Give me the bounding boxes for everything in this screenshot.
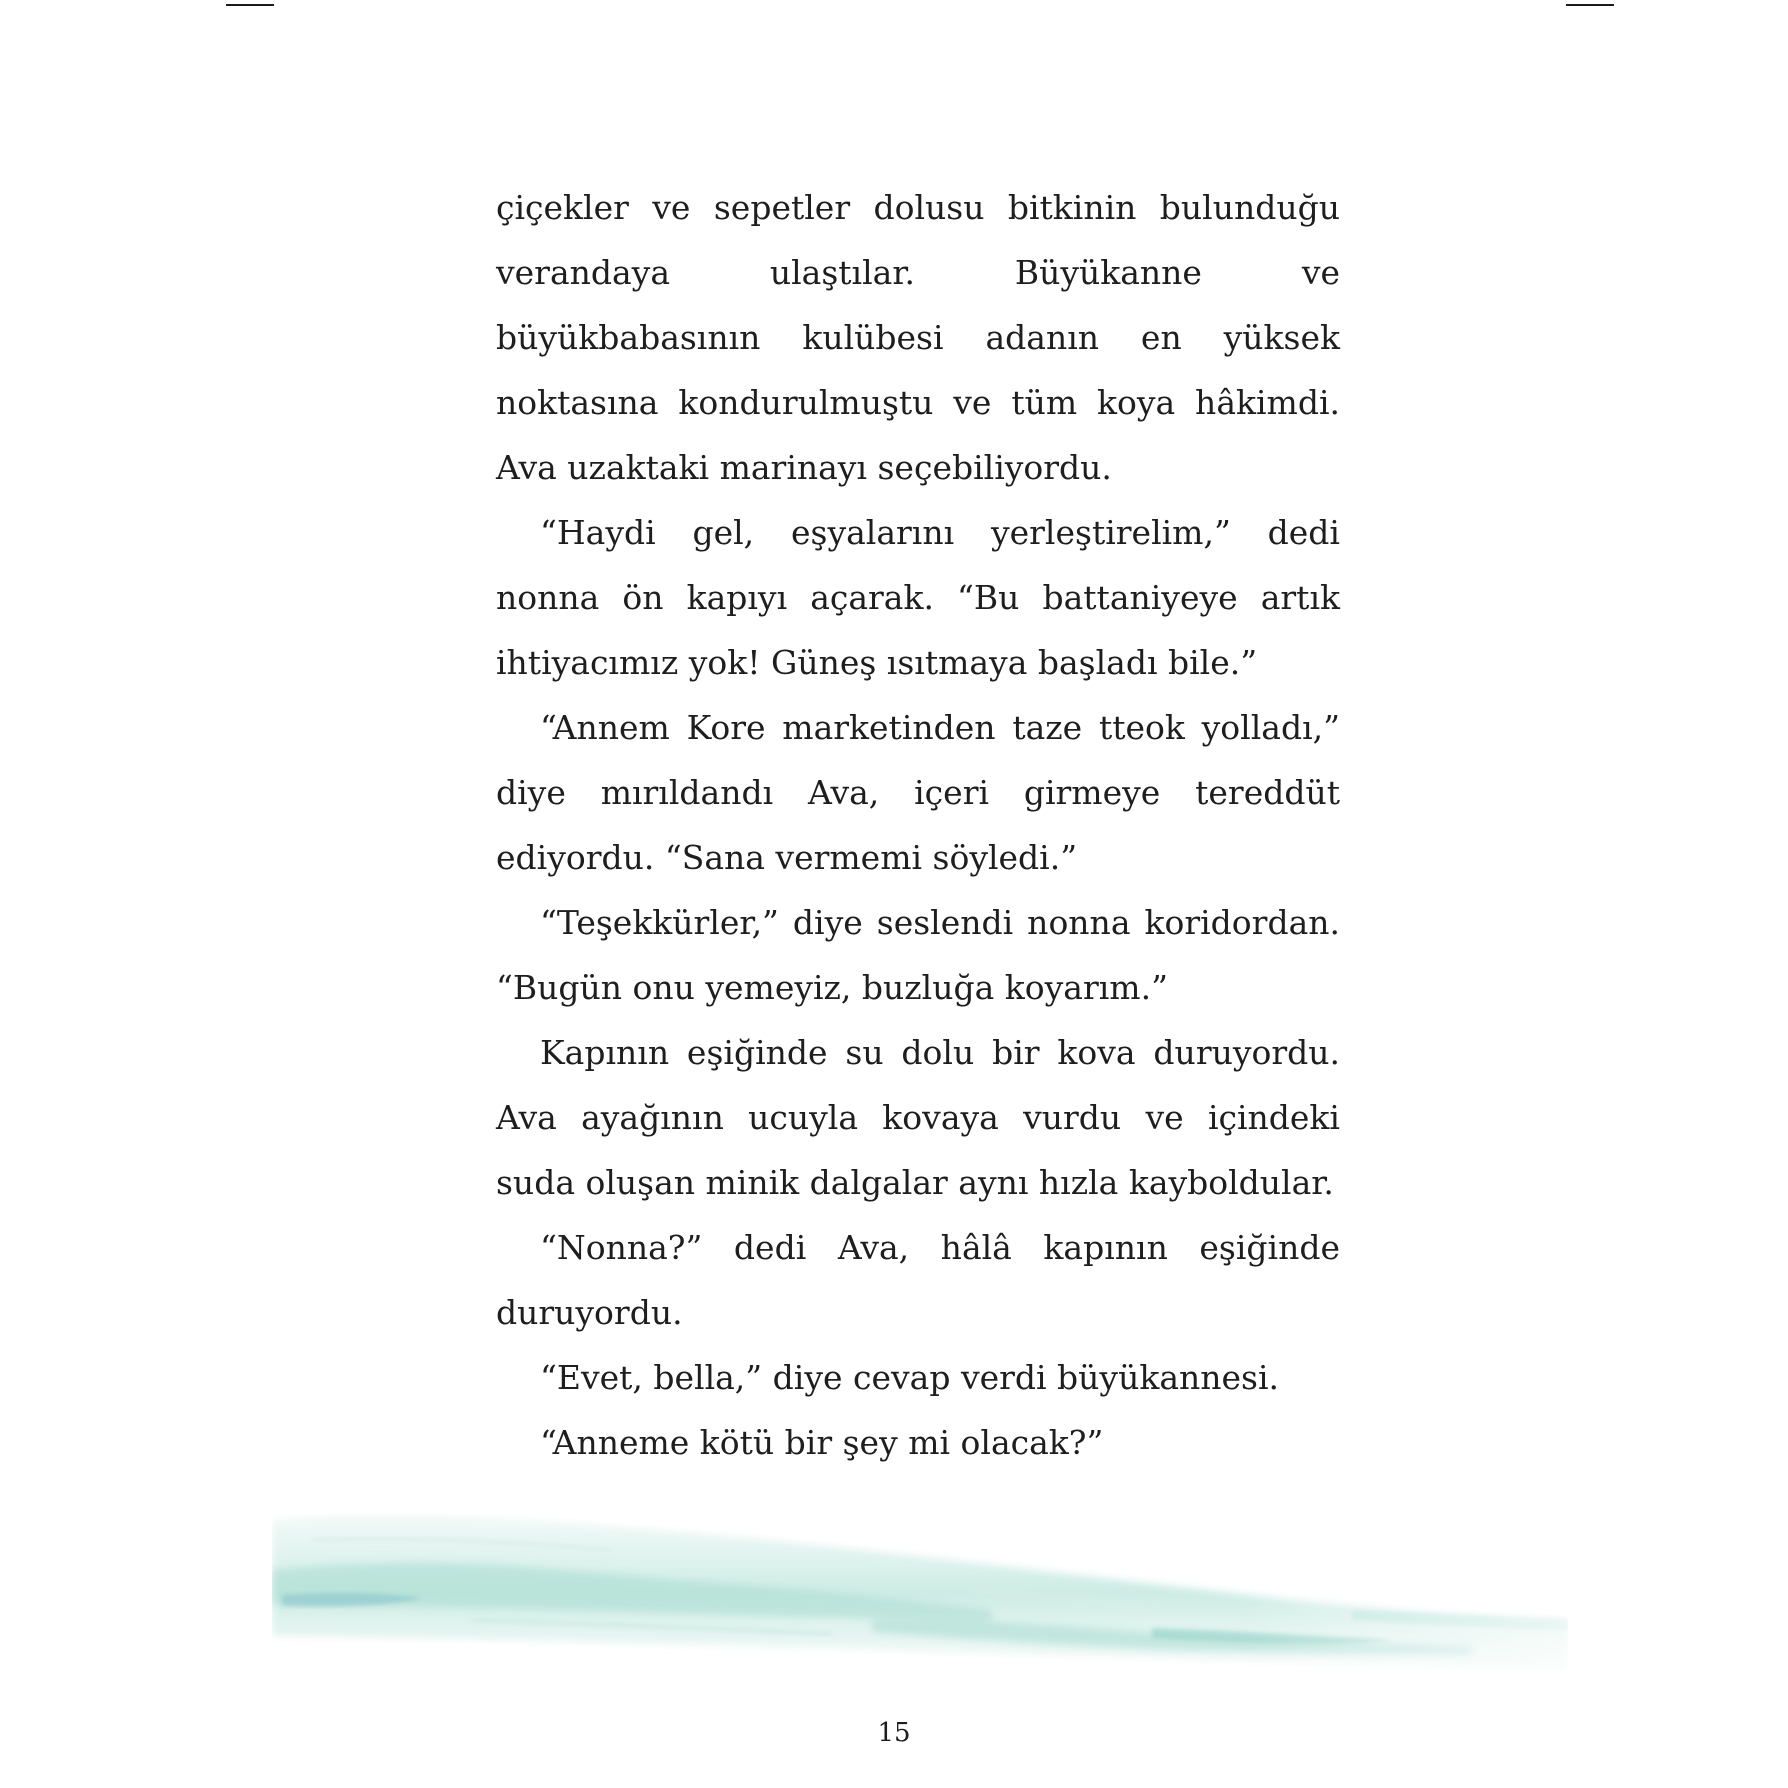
paragraph: “Evet, bella,” diye cevap verdi büyükannesi. (540, 1358, 1280, 1397)
crop-mark-right (1566, 4, 1614, 6)
crop-mark-left (226, 4, 274, 6)
paragraph: “Annem Kore marketinden taze tteok yolladı,” diye mırıldandı Ava, içeri girmeye tereddüt ediyordu. “Sana vermemi söyledi.” (496, 708, 1340, 877)
paragraph: Kapının eşiğinde su dolu bir kova duruyordu. Ava ayağının ucuyla kovaya vurdu ve içindeki suda oluşan minik dalgalar aynı hızla kayboldular. (496, 1033, 1340, 1202)
paragraph: “Haydi gel, eşyalarını yerleştirelim,” dedi nonna ön kapıyı açarak. “Bu battaniyeye artık ihtiyacımız yok! Güneş ısıtmaya başladı bile.” (496, 513, 1340, 682)
paragraph: çiçekler ve sepetler dolusu bitkinin bulunduğu verandaya ulaştılar. Büyükanne ve büyükbabasının kulübesi adanın en yüksek noktasına kondurulmuştu ve tüm koya hâkimdi. Ava uzaktaki marinayı seçebiliyordu. (496, 188, 1340, 487)
paragraph: “Nonna?” dedi Ava, hâlâ kapının eşiğinde duruyordu. (496, 1228, 1340, 1332)
paragraph: “Anneme kötü bir şey mi olacak?” (540, 1423, 1104, 1462)
sea-watercolor-illustration (272, 1500, 1568, 1700)
body-text (496, 175, 1340, 1475)
paragraph: “Teşekkürler,” diye seslendi nonna koridordan. “Bugün onu yemeyiz, buzluğa koyarım.” (496, 903, 1340, 1007)
page-number: 15 (877, 1718, 911, 1748)
